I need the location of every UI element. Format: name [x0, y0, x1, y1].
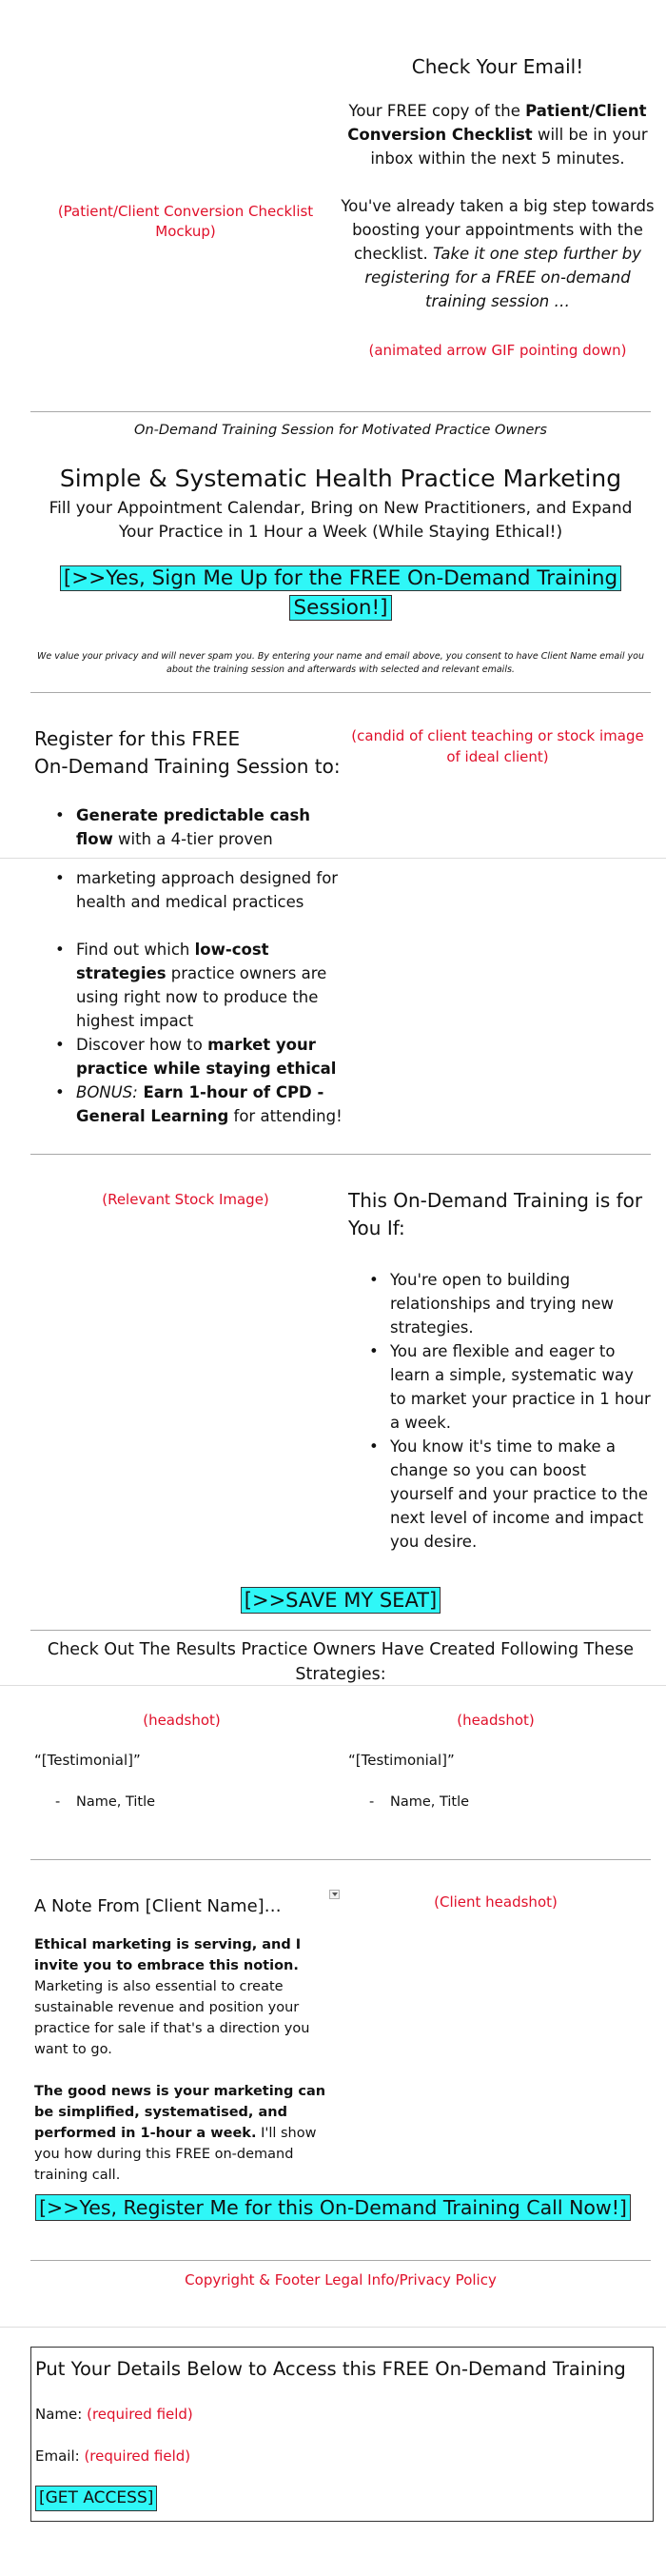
- benefit-text: Discover how to: [76, 1036, 208, 1054]
- testimonial-author: [34, 1792, 329, 1813]
- bonus-label: BONUS:: [76, 1083, 138, 1101]
- hero-p2-italic: Take it one step further by registering for a FREE on-demand training session …: [364, 245, 642, 310]
- save-my-seat-button[interactable]: [>>SAVE MY SEAT]: [241, 1587, 441, 1614]
- form-heading: Put Your Details Below to Access this FREE On-Demand Training: [35, 2358, 626, 2380]
- list-item: [53, 1080, 348, 1128]
- author-name: Name, Title: [76, 1794, 156, 1810]
- name-label: Name:: [35, 2406, 83, 2423]
- list-item: [53, 938, 348, 1033]
- section-divider: [0, 2327, 666, 2328]
- headshot-placeholder: (headshot): [457, 1712, 535, 1729]
- note-p2-bold: The good news is your marketing can be simplified, systematised, and performed in 1-hour a week.: [34, 2084, 326, 2141]
- benefit-text: Find out which: [76, 941, 195, 959]
- get-access-button[interactable]: [GET ACCESS]: [35, 2486, 157, 2511]
- author-name: Name, Title: [390, 1794, 470, 1810]
- hero-paragraph-2: [341, 194, 655, 313]
- results-heading: Check Out The Results Practice Owners Have Created Following These Strategies:: [47, 1640, 635, 1684]
- chevron-down-icon: [332, 1892, 338, 1896]
- benefit-bold: Generate predictable cash flow: [76, 806, 311, 848]
- testimonial-quote: “[Testimonial]”: [34, 1752, 141, 1769]
- note-heading: A Note From [Client Name]…: [34, 1896, 282, 1916]
- register-benefits-list-top: [53, 803, 339, 851]
- cta1-wrap: [57, 564, 624, 623]
- footer-legal-placeholder: Copyright & Footer Legal Info/Privacy Policy: [185, 2271, 497, 2289]
- register-heading-line-1: Register for this FREE: [34, 727, 241, 750]
- note-paragraph-1: [34, 1934, 341, 2060]
- save-seat-wrap: [30, 1586, 651, 1615]
- training-subheadline: Fill your Appointment Calendar, Bring on New Practitioners, and Expand Your Practice in 1 Hour a Week (While Staying Ethical!): [49, 499, 633, 542]
- list-item: • You are flexible and eager to learn a simple, systematic way to market your practice in 1 hour a week.: [367, 1339, 653, 1435]
- divider: [30, 2260, 651, 2261]
- note-p1-text: Marketing is also essential to create sustainable revenue and position your practice for sale if that's a direction you want to go.: [34, 1979, 310, 2057]
- headshot-placeholder: (headshot): [143, 1712, 221, 1729]
- benefit-text: practice owners are using right now to produce the highest impact: [76, 964, 327, 1030]
- register-now-button[interactable]: [>>Yes, Register Me for this On-Demand Training Call Now!]: [35, 2194, 631, 2221]
- sign-up-training-button[interactable]: [>>Yes, Sign Me Up for the FREE On-Demand Training Session!]: [60, 565, 621, 621]
- training-kicker: On-Demand Training Session for Motivated Practice Owners: [134, 423, 547, 438]
- note-paragraph-2: [34, 2081, 341, 2186]
- list-item-continued: [53, 866, 348, 914]
- note-body: [34, 1934, 341, 2186]
- author-dash: -: [369, 1794, 375, 1810]
- list-item: [53, 1033, 348, 1080]
- hero-paragraph-1: [341, 99, 655, 170]
- testimonial-author: [348, 1792, 643, 1813]
- hero-p1-text-end: will be in your inbox within the next 5 minutes.: [370, 126, 648, 168]
- for-you-heading: This On-Demand Training is for You If:: [348, 1189, 643, 1239]
- list-item: • You know it's time to make a change so you can boost yourself and your practice to the next level of income and impact you desire.: [367, 1435, 653, 1554]
- hero-column: [341, 53, 655, 361]
- client-headshot-placeholder: (Client headshot): [434, 1893, 558, 1911]
- for-you-list: [367, 1268, 653, 1554]
- stock-image-placeholder: (Relevant Stock Image): [102, 1191, 269, 1208]
- name-field[interactable]: [35, 2404, 193, 2425]
- register-benefits-list: [53, 866, 348, 914]
- divider: [30, 1859, 651, 1860]
- hero-p2-text: You've already taken a big step towards boosting your appointments with the checklist.: [341, 197, 655, 263]
- list-item: [53, 803, 339, 851]
- benefit-bold: Earn 1-hour of CPD - General Learning: [76, 1083, 324, 1125]
- testimonial-card: [348, 1710, 643, 1813]
- divider: [30, 692, 651, 693]
- testimonial-quote: “[Testimonial]”: [348, 1752, 455, 1769]
- page-title: Check Your Email!: [411, 55, 584, 78]
- register-benefits-list-2: [53, 938, 348, 1128]
- collapse-toggle[interactable]: [329, 1890, 340, 1899]
- benefit-text: for attending!: [228, 1107, 343, 1125]
- name-required-hint: (required field): [87, 2406, 193, 2423]
- email-field[interactable]: [35, 2446, 190, 2467]
- note-p2-text: I'll show you how during this FREE on-demand training call.: [34, 2126, 317, 2183]
- arrow-gif-placeholder: (animated arrow GIF pointing down): [368, 342, 627, 359]
- register-heading: [34, 725, 358, 781]
- client-image-placeholder: (candid of client teaching or stock image of ideal client): [351, 727, 644, 765]
- divider: [30, 411, 651, 412]
- benefit-text: marketing approach designed for health and medical practices: [76, 869, 339, 911]
- access-form: [30, 2347, 654, 2522]
- hero-p1-text: Your FREE copy of the: [348, 102, 526, 120]
- benefit-bold: market your practice while staying ethical: [76, 1036, 337, 1078]
- privacy-notice: We value your privacy and will never spam you. By entering your name and email above, you consent to have Client Name email you about the training session and afterwards with selected and relevant emails.: [37, 651, 644, 675]
- list-item: • You're open to building relationships and trying new strategies.: [367, 1268, 653, 1339]
- training-headline: Simple & Systematic Health Practice Marketing: [59, 465, 622, 492]
- email-label: Email:: [35, 2447, 80, 2465]
- testimonial-card: [34, 1710, 329, 1813]
- email-required-hint: (required field): [84, 2447, 191, 2465]
- checklist-name: Patient/Client Conversion Checklist: [347, 102, 647, 144]
- author-dash: -: [55, 1794, 61, 1810]
- cta2-wrap: [19, 2193, 647, 2223]
- register-heading-line-2: On-Demand Training Session to:: [34, 755, 341, 778]
- checklist-mockup-placeholder: (Patient/Client Conversion Checklist Mockup): [57, 203, 314, 240]
- divider: [30, 1630, 651, 1631]
- note-p1-bold: Ethical marketing is serving, and I invite you to embrace this notion.: [34, 1937, 302, 1973]
- benefit-bold: low-cost strategies: [76, 941, 269, 982]
- section-divider: [0, 1685, 666, 1686]
- benefit-text: with a 4-tier proven: [112, 830, 273, 848]
- section-divider: [0, 858, 666, 859]
- divider: [30, 1154, 651, 1155]
